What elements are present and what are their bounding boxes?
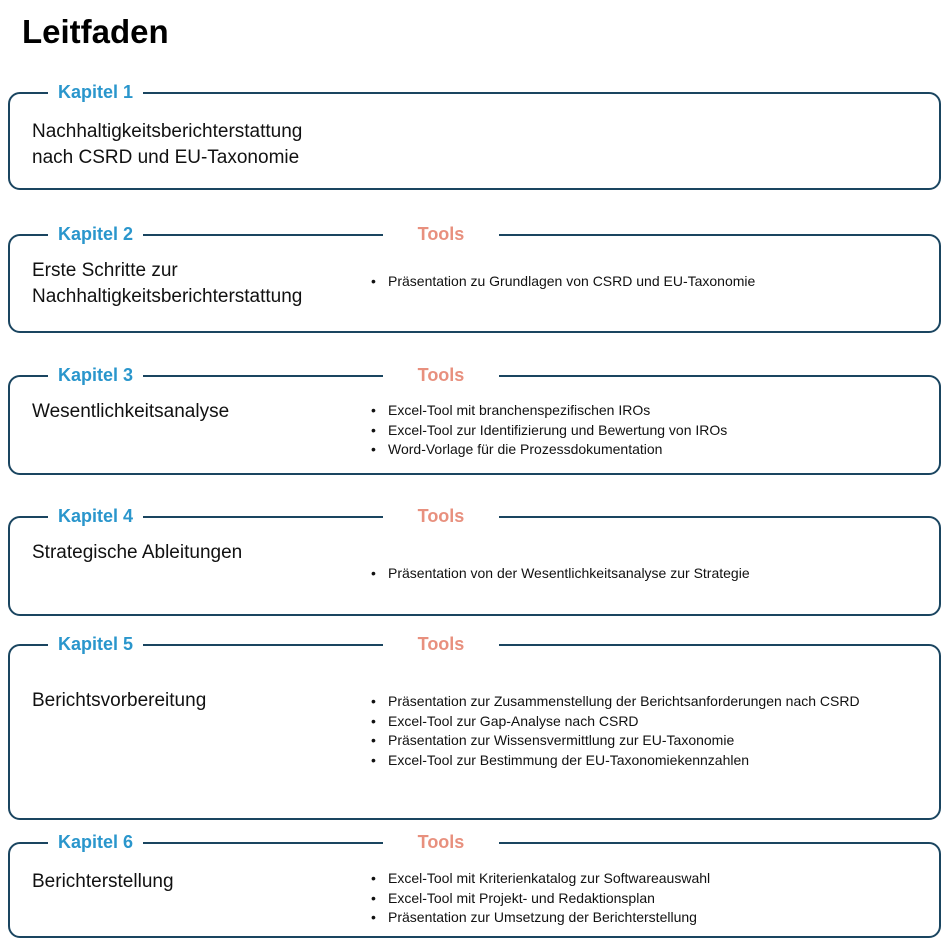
tool-item: • Präsentation zur Zusammenstellung der Berichtsanforderungen nach CSRD	[371, 692, 860, 712]
chapter-5-title-line-1: Berichtsvorbereitung	[32, 690, 207, 711]
chapter-3-label: Kapitel 3	[48, 363, 143, 387]
tool-item: • Präsentation zu Grundlagen von CSRD und EU-Taxonomie	[371, 272, 755, 292]
chapter-2-title-line-1: Erste Schritte zur	[32, 260, 178, 281]
tool-item: • Excel-Tool mit Kriterienkatalog zur Softwareauswahl	[371, 869, 710, 889]
page-title: Leitfaden	[22, 13, 169, 50]
chapter-5-tool-list	[371, 692, 860, 770]
chapter-5-tools-label: Tools	[383, 632, 499, 656]
chapter-5-title	[32, 688, 206, 714]
tool-item: • Word-Vorlage für die Prozessdokumentation	[371, 440, 727, 460]
chapter-2-title-line-2: Nachhaltigkeitsberichterstattung	[32, 286, 303, 307]
chapter-2-label: Kapitel 2	[48, 222, 143, 246]
tool-item: • Excel-Tool mit Projekt- und Redaktionsplan	[371, 889, 710, 909]
chapter-2-tool-list	[371, 272, 755, 292]
chapter-1-title-line-1: Nachhaltigkeitsberichterstattung	[32, 121, 303, 142]
chapter-1-label: Kapitel 1	[48, 80, 143, 104]
tool-item: • Excel-Tool mit branchenspezifischen IROs	[371, 401, 727, 421]
tool-item: • Excel-Tool zur Bestimmung der EU-Taxonomiekennzahlen	[371, 751, 860, 771]
chapter-6-title	[32, 869, 174, 895]
chapter-1-title	[32, 119, 302, 171]
chapter-1-box	[8, 82, 941, 190]
chapter-4-tool-list	[371, 564, 750, 584]
chapter-3-title-line-1: Wesentlichkeitsanalyse	[32, 401, 230, 422]
chapter-4-title-line-1: Strategische Ableitungen	[32, 542, 243, 563]
tool-item: • Präsentation zur Umsetzung der Berichterstellung	[371, 908, 710, 928]
chapter-6-tool-list	[371, 869, 710, 928]
chapter-2-tools-label: Tools	[383, 222, 499, 246]
chapter-6-box	[8, 832, 941, 938]
chapter-4-title	[32, 540, 242, 566]
tool-item: • Excel-Tool zur Identifizierung und Bewertung von IROs	[371, 421, 727, 441]
tool-item: • Präsentation zur Wissensvermittlung zur EU-Taxonomie	[371, 731, 860, 751]
chapter-6-tools-label: Tools	[383, 830, 499, 854]
chapter-4-tools-label: Tools	[383, 504, 499, 528]
chapter-2-box	[8, 224, 941, 333]
tool-item: • Präsentation von der Wesentlichkeitsanalyse zur Strategie	[371, 564, 750, 584]
chapter-6-label: Kapitel 6	[48, 830, 143, 854]
chapter-2-title	[32, 258, 302, 310]
chapter-4-label: Kapitel 4	[48, 504, 143, 528]
chapter-3-title	[32, 399, 229, 425]
chapter-3-tools-label: Tools	[383, 363, 499, 387]
chapter-1-title-line-2: nach CSRD und EU-Taxonomie	[32, 147, 300, 168]
chapter-5-label: Kapitel 5	[48, 632, 143, 656]
chapter-6-title-line-1: Berichterstellung	[32, 871, 174, 892]
chapter-3-tool-list	[371, 401, 727, 460]
tool-item: • Excel-Tool zur Gap-Analyse nach CSRD	[371, 712, 860, 732]
chapter-4-box	[8, 506, 941, 616]
chapter-3-box	[8, 365, 941, 475]
chapter-5-box	[8, 634, 941, 820]
